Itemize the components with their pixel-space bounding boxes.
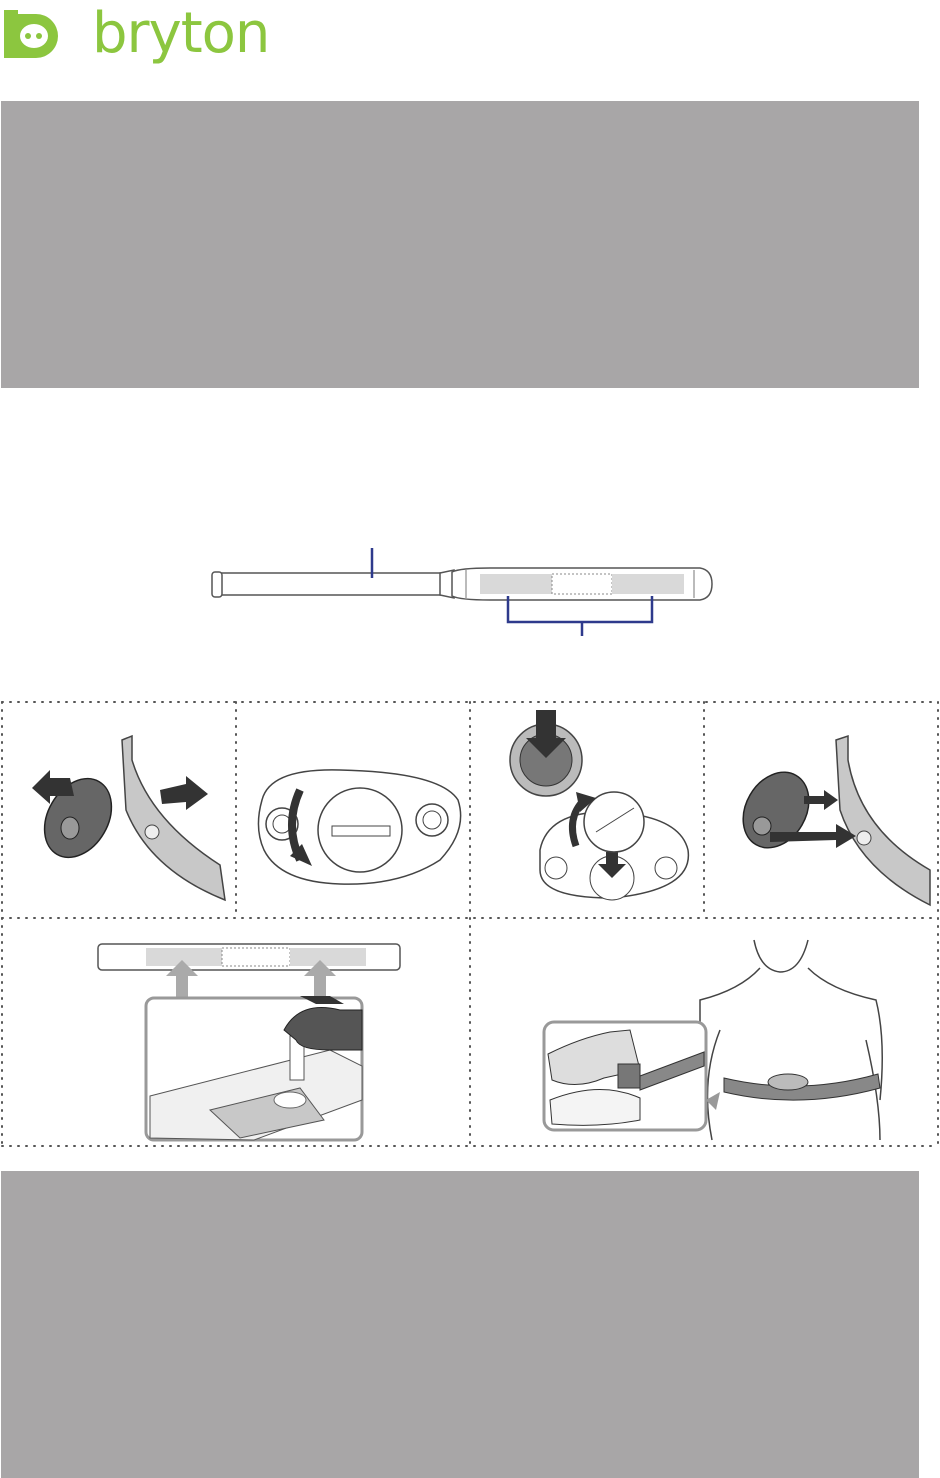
bryton-logo-icon	[0, 2, 70, 72]
strap-diagram	[200, 540, 730, 640]
steps-grid	[0, 700, 940, 1148]
step-open-cover	[258, 770, 460, 884]
step-insert-battery	[510, 710, 688, 900]
step-remove-sensor	[31, 736, 225, 900]
step-fasten-strap	[544, 940, 882, 1140]
brand-logo	[0, 0, 290, 80]
step-wet-electrodes	[98, 944, 400, 1140]
brand-wordmark: bryton	[92, 1, 270, 66]
step-attach-sensor	[730, 736, 930, 905]
top-gray-panel	[1, 101, 919, 388]
bottom-gray-panel	[1, 1171, 919, 1478]
